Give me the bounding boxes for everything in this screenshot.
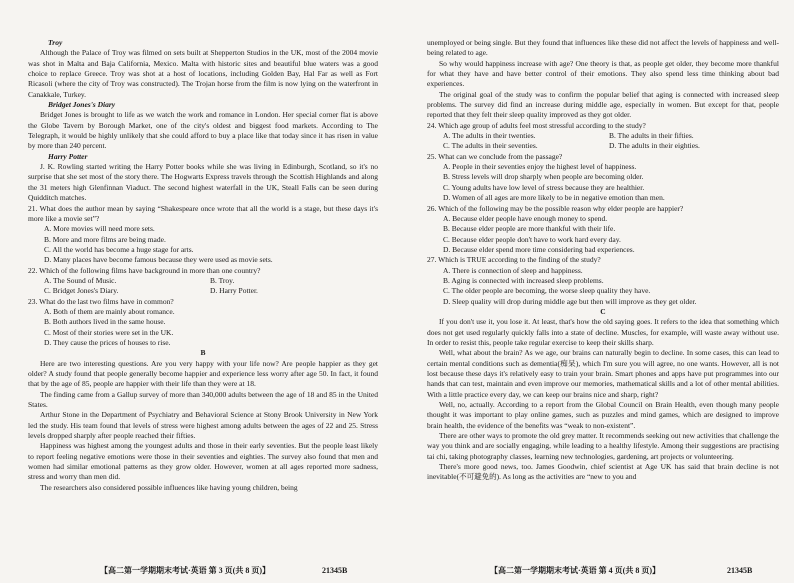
paragraph-c4: There are other ways to promote the old grey matter. It recommends seeking out new activities that challenge the way you think and are socially engaging, while leading to a healthy lifestyle. Among their suggestions are practising tai chi, taking photography classes, learning new technologies, gardening, art projects or volunteering. <box>427 431 779 461</box>
q21-option-b: B. More and more films are being made. <box>44 234 166 244</box>
q22-option-c: C. Bridget Jones's Diary. <box>44 286 119 296</box>
q24-option-c: C. The adults in their seventies. <box>443 141 538 151</box>
paragraph-b1: Here are two interesting questions. Are you very happy with your life now? Are people happier as they get older? A study found that people generally become happier and experience less worry after age 50. In fact, it found that by the age of 85, people are happier with their life than they were at 18. <box>28 358 378 389</box>
q22-options-row-2 <box>28 286 378 296</box>
footer-left-label: 【高二第一学期期末考试·英语 第 3 页(共 8 页)】 <box>100 566 270 575</box>
footer-right-label: 【高二第一学期期末考试·英语 第 4 页(共 8 页)】 <box>490 566 660 575</box>
paragraph-b2: The finding came from a Gallup survey of more than 340,000 adults between the age of 18 and 85 in the United States. <box>28 389 378 410</box>
question-25: 25. What can we conclude from the passage? <box>427 151 563 161</box>
q21-option-d: D. Many places have become famous because they were used as movie sets. <box>44 255 273 265</box>
paragraph-c5: There's more good news, too. James Goodwin, chief scientist at Age UK has said that brain decline is not inevitable(不可避免的). As long as the activities are “new to you and <box>427 462 779 482</box>
q26-option-a: A. Because elder people have enough money to spend. <box>443 213 608 223</box>
q22-options-row-1 <box>28 276 378 286</box>
passage-heading-bridget: Bridget Jones's Diary <box>48 100 116 110</box>
paragraph-r3: The original goal of the study was to confirm the popular belief that aging is connected with increased sleep problems. The survey did find an increase during middle age, especially in women. But except for that, people reported that they felt their sleep quality improved as they got older. <box>427 89 779 120</box>
q23-option-b: B. Both authors lived in the same house. <box>44 317 166 327</box>
section-c-heading: C <box>600 306 606 316</box>
footer-right-code: 21345B <box>727 566 753 575</box>
q27-option-a: A. There is connection of sleep and happiness. <box>443 265 583 275</box>
right-column <box>427 38 779 483</box>
q22-option-a: A. The Sound of Music. <box>44 275 117 285</box>
q26-option-d: D. Because elder spend more time considering bad experiences. <box>443 244 635 254</box>
paragraph-harry: J. K. Rowling started writing the Harry Potter books while she was living in Edinburgh, Scotland, so it's no surprise that she set most of the story there. The Hogwarts Express travels through the Scottish Highlands and along the 31 meters high Glenfinnan Viaduct. The second highest waterfall in the UK, Steall Falls can be seen during Quidditch matches. <box>28 162 378 203</box>
q24-options-row-1 <box>427 131 779 141</box>
q23-option-a: A. Both of them are mainly about romance. <box>44 306 175 316</box>
question-26: 26. Which of the following may be the possible reason why elder people are happier? <box>427 203 684 213</box>
paragraph-bridget: Bridget Jones is brought to life as we watch the work and romance in London. Her special corner flat is above the Globe Tavern by Borough Market, one of the city's oldest and biggest food markets. According to The Telegraph, it would be highly unlikely that she could afford to buy a place like that today since it has risen in value by more than 240 percent. <box>28 110 378 151</box>
q25-option-c: C. Young adults have low level of stress because they are healthier. <box>443 182 645 192</box>
q21-option-a: A. More movies will need more sets. <box>44 224 155 234</box>
q24-option-d: D. The adults in their eighties. <box>609 141 700 151</box>
paragraph-c2: Well, what about the brain? As we age, our brains can naturally begin to decline. In some cases, this can lead to certain mental conditions such as dementia(痴呆), which I'm sure you will agree, no one wants. However, all is not lost because these days it's relatively easy to train your brain. Smart phones and apps have put programmes into our hands that can test, maintain and even improve our memories, mathematical skills and a lot of other mental abilities. With a little practice every day, we can keep our brains nice and sharp, right? <box>427 348 779 399</box>
left-column <box>28 38 378 493</box>
q25-option-a: A. People in their seventies enjoy the highest level of happiness. <box>443 162 637 172</box>
q23-option-d: D. They cause the prices of houses to rise. <box>44 337 171 347</box>
paragraph-r2: So why would happiness increase with age? One theory is that, as people get older, they become more thankful for what they have and have better control of their emotions. They also spend less time thinking about bad experiences. <box>427 58 779 89</box>
passage-heading-harry: Harry Potter <box>48 151 88 161</box>
paragraph-troy: Although the Palace of Troy was filmed on sets built at Shepperton Studios in the UK, most of the 2004 movie was shot in Malta and Baja California, Mexico. Malta with historic sites and beautiful blue waters was a good choice to replace Greece. Troy was shot at a host of locations, including Golden Bay, Hal Far as well as Fort Ricasoli (where the city of Troy was constructed). The Trojan horse from the film is now lying on the waterfront in Canakkale, Turkey. <box>28 48 378 99</box>
q24-option-a: A. The adults in their twenties. <box>443 131 536 141</box>
q21-option-c: C. All the world has become a huge stage for arts. <box>44 244 194 254</box>
paragraph-c1: If you don't use it, you lose it. At least, that's how the old saying goes. It refers to the idea that something which does not get used regularly quickly falls into a state of decline. Muscles, for example, will waste away without use. In order to resist this, people take regular exercise to keep their skills sharp. <box>427 317 779 347</box>
q26-option-c: C. Because elder people don't have to work hard every day. <box>443 234 621 244</box>
q24-options-row-2 <box>427 141 779 151</box>
question-23: 23. What do the last two films have in common? <box>28 296 174 306</box>
q25-option-b: B. Stress levels will drop sharply when people are becoming older. <box>443 172 644 182</box>
q23-option-c: C. Most of their stories were set in the UK. <box>44 327 174 337</box>
q26-option-b: B. Because elder people are more thankful with their life. <box>443 224 616 234</box>
question-24: 24. Which age group of adults feel most stressful according to the study? <box>427 120 646 130</box>
q27-option-d: D. Sleep quality will drop during middle age but then will improve as they get older. <box>443 296 697 306</box>
question-22: 22. Which of the following films have background in more than one country? <box>28 265 261 275</box>
paragraph-b3: Arthur Stone in the Department of Psychiatry and Behavioral Science at Stony Brook University in New York led the study. His team found that levels of stress were highest among adults between the ages of 22 and 25. Stress levels dropped sharply after people reached their fifties. <box>28 410 378 441</box>
q22-option-d: D. Harry Potter. <box>210 286 258 296</box>
section-b-heading: B <box>200 348 206 358</box>
q27-option-b: B. Aging is connected with increased sleep problems. <box>443 275 604 285</box>
paragraph-r1: unemployed or being single. But they found that influences like these did not affect the levels of happiness and well-being related to age. <box>427 38 779 58</box>
paragraph-b5: The researchers also considered possible influences like having young children, being <box>40 482 298 492</box>
q24-option-b: B. The adults in their fifties. <box>609 131 694 141</box>
footer-left-code: 21345B <box>322 566 348 575</box>
paragraph-c3: Well, no, actually. According to a report from the Global Council on Brain Health, even though many people thought it was important to play online games, such as puzzles and mind games, which are designed to improve brain health, the evidence of the benefits was “weak to non-existent”. <box>427 400 779 430</box>
passage-heading-troy: Troy <box>48 38 63 47</box>
question-27: 27. Which is TRUE according to the finding of the study? <box>427 255 601 265</box>
q27-option-c: C. The older people are becoming, the worse sleep quality they have. <box>443 286 651 296</box>
q22-option-b: B. Troy. <box>210 275 235 285</box>
paragraph-b4: Happiness was highest among the youngest adults and those in their early seventies. But the people least likely to report feeling negative emotions were those in their seventies and eighties. The survey also found that men and women had similar emotional patterns as they grow older. However, women at all ages reported more sadness, stress and worry than men did. <box>28 441 378 482</box>
q25-option-d: D. Women of all ages are more likely to be in negative emotion than men. <box>443 193 665 203</box>
question-21: 21. What does the author mean by saying “Shakespeare once wrote that all the world is a stage, but these days it's more like a movie set”? <box>28 203 378 223</box>
